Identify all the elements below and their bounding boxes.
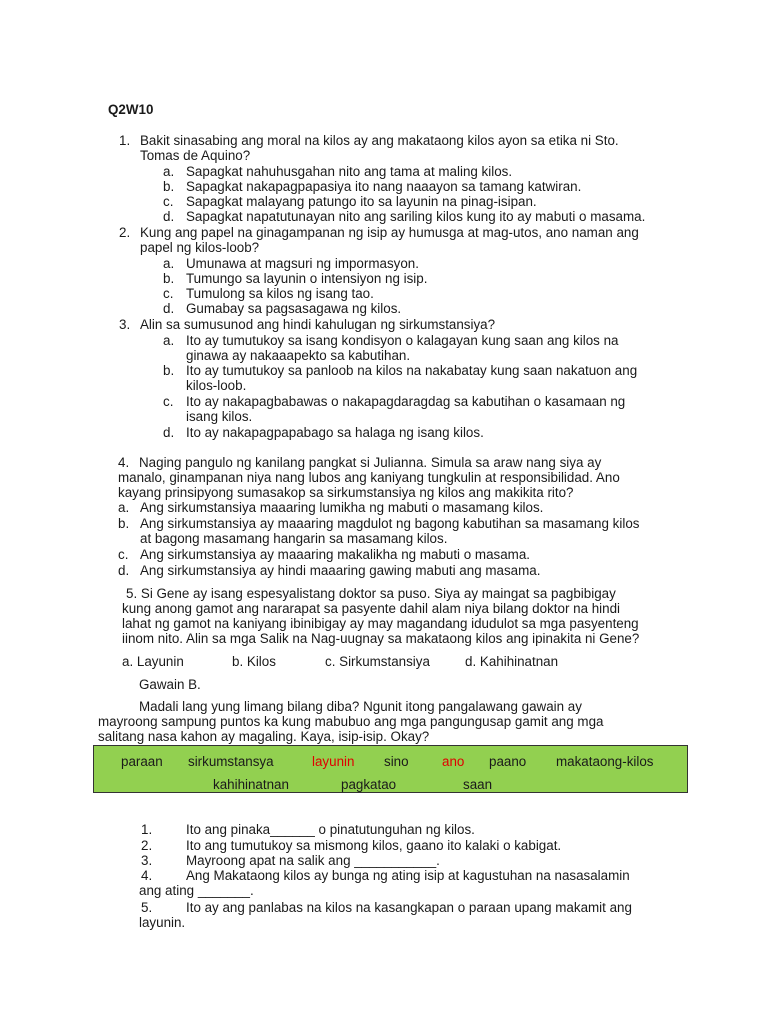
choice-letter: a. xyxy=(118,500,130,515)
item-text: Ito ang tumutukoy sa mismong kilos, gaano ito kalaki o kabigat. xyxy=(186,838,562,853)
choice-letter: a. xyxy=(163,333,175,348)
word-item: saan xyxy=(463,777,493,792)
question-text: iinom nito. Alin sa mga Salik na Nag-uugnay sa makataong kilos ang ipinakita ni Gene? xyxy=(122,631,640,646)
question-text: papel ng kilos-loob? xyxy=(140,240,260,255)
choice-text: isang kilos. xyxy=(186,409,253,424)
choice-letter: a. xyxy=(163,164,175,179)
question-number: 4. xyxy=(118,455,130,470)
word-item: sino xyxy=(384,754,409,769)
choice-letter: c. xyxy=(118,547,129,562)
choice-text: at bagong masamang hangarin sa masamang kilos. xyxy=(140,531,448,546)
word-item: paano xyxy=(489,754,527,769)
choice-text: Ito ay nakapagbabawas o nakapagdaragdag sa kabutihan o kasamaan ng xyxy=(186,394,626,409)
question-text: 5. Si Gene ay isang espesyalistang doktor sa puso. Siya ay maingat sa pagbibigay xyxy=(126,586,616,601)
item-text: ang ating _______. xyxy=(139,883,254,898)
word-item-highlighted: ano xyxy=(442,754,465,769)
question-text: lahat ng gamot na kaniyang ibinibigay ay may magandang idudulot sa mga pasyenteng xyxy=(122,616,639,631)
choice-text: Sapagkat malayang patungo ito sa layunin na pinag-isipan. xyxy=(186,194,537,209)
choice-text: Ang sirkumstansiya ay hindi maaaring gawing mabuti ang masama. xyxy=(140,563,541,578)
choice-text: c. Sirkumstansiya xyxy=(325,654,430,669)
question-text: manalo, ginampanan niya nang lubos ang kaniyang tungkulin at responsibilidad. Ano xyxy=(118,470,620,485)
choice-letter: d. xyxy=(163,301,175,316)
word-item: makataong-kilos xyxy=(556,754,654,769)
word-item: pagkatao xyxy=(341,777,397,792)
choice-text: kilos-loob. xyxy=(186,378,247,393)
instruction-text: Madali lang yung limang bilang diba? Ngunit itong pangalawang gawain ay xyxy=(139,699,582,714)
choice-text: Ang sirkumstansiya ay maaaring makalikha ng mabuti o masama. xyxy=(140,547,530,562)
choice-text: Tumulong sa kilos ng isang tao. xyxy=(186,286,374,301)
item-number: 2. xyxy=(141,838,153,853)
choice-text: Sapagkat nahuhusgahan nito ang tama at maling kilos. xyxy=(186,164,513,179)
item-text: layunin. xyxy=(139,915,186,930)
choice-text: a. Layunin xyxy=(122,654,184,669)
choice-text: Sapagkat napatutunayan nito ang sariling kilos kung ito ay mabuti o masama. xyxy=(186,209,646,224)
item-number: 3. xyxy=(141,853,153,868)
choice-text: b. Kilos xyxy=(232,654,276,669)
choice-text: Sapagkat nakapagpapasiya ito nang naaayon sa tamang katwiran. xyxy=(186,179,582,194)
page-title: Q2W10 xyxy=(108,102,154,117)
choice-letter: c. xyxy=(163,194,174,209)
choice-letter: b. xyxy=(163,363,175,378)
choice-text: Umunawa at magsuri ng impormasyon. xyxy=(186,256,419,271)
choice-letter: c. xyxy=(163,286,174,301)
choice-text: Gumabay sa pagsasagawa ng kilos. xyxy=(186,301,402,316)
choice-letter: d. xyxy=(163,209,175,224)
item-number: 1. xyxy=(141,822,153,837)
choice-text: Tumungo sa layunin o intensiyon ng isip. xyxy=(186,271,428,286)
choice-letter: d. xyxy=(163,425,175,440)
question-text: kayang prinsipyong sumasakop sa sirkumstansiya ng kilos ang makikita rito? xyxy=(118,485,574,500)
choice-letter: c. xyxy=(163,394,174,409)
question-text: kung anong gamot ang nararapat sa pasyente dahil alam niya bilang doktor na hindi xyxy=(122,601,621,616)
section-heading: Gawain B. xyxy=(139,677,201,692)
choice-letter: b. xyxy=(163,271,175,286)
item-text: Ito ang pinaka______ o pinatutunguhan ng kilos. xyxy=(186,822,475,837)
instruction-text: salitang nasa kahon ay magaling. Kaya, isip-isip. Okay? xyxy=(98,729,430,744)
word-item: kahihinatnan xyxy=(213,777,289,792)
question-text: Bakit sinasabing ang moral na kilos ay ang makataong kilos ayon sa etika ni Sto. xyxy=(140,133,619,148)
item-text: Mayroong apat na salik ang ___________. xyxy=(186,853,440,868)
choice-text: Ito ay tumutukoy sa isang kondisyon o kalagayan kung saan ang kilos na xyxy=(186,333,619,348)
question-number: 1. xyxy=(119,133,131,148)
item-text: Ito ay ang panlabas na kilos na kasangkapan o paraan upang makamit ang xyxy=(186,900,632,915)
choice-text: d. Kahihinatnan xyxy=(465,654,559,669)
choice-letter: b. xyxy=(163,179,175,194)
question-text: Kung ang papel na ginagampanan ng isip ay humusga at mag-utos, ano naman ang xyxy=(140,225,639,240)
item-text: Ang Makataong kilos ay bunga ng ating isip at kagustuhan na nasasalamin xyxy=(186,868,630,883)
question-number: 2. xyxy=(119,225,131,240)
word-item: sirkumstansya xyxy=(188,754,274,769)
instruction-text: mayroong sampung puntos ka kung mabubuo ang mga pangungusap gamit ang mga xyxy=(98,714,604,729)
choice-letter: b. xyxy=(118,516,130,531)
choice-text: Ang sirkumstansiya maaaring lumikha ng mabuti o masamang kilos. xyxy=(140,500,544,515)
choice-text: ginawa ay nakaaapekto sa kabutihan. xyxy=(186,348,411,363)
question-text: Naging pangulo ng kanilang pangkat si Julianna. Simula sa araw nang siya ay xyxy=(139,455,602,470)
word-item: paraan xyxy=(121,754,163,769)
choice-letter: a. xyxy=(163,256,175,271)
choice-text: Ang sirkumstansiya ay maaaring magdulot ng bagong kabutihan sa masamang kilos xyxy=(140,516,640,531)
choice-letter: d. xyxy=(118,563,130,578)
choice-text: Ito ay tumutukoy sa panloob na kilos na nakabatay kung saan nakatuon ang xyxy=(186,363,638,378)
question-text: Alin sa sumusunod ang hindi kahulugan ng sirkumstansiya? xyxy=(140,317,496,332)
item-number: 4. xyxy=(141,868,153,883)
choice-text: Ito ay nakapagpapabago sa halaga ng isang kilos. xyxy=(186,425,484,440)
question-number: 3. xyxy=(119,317,131,332)
question-text: Tomas de Aquino? xyxy=(140,148,251,163)
word-box xyxy=(93,745,688,793)
item-number: 5. xyxy=(141,900,153,915)
word-item-highlighted: layunin xyxy=(312,754,355,769)
